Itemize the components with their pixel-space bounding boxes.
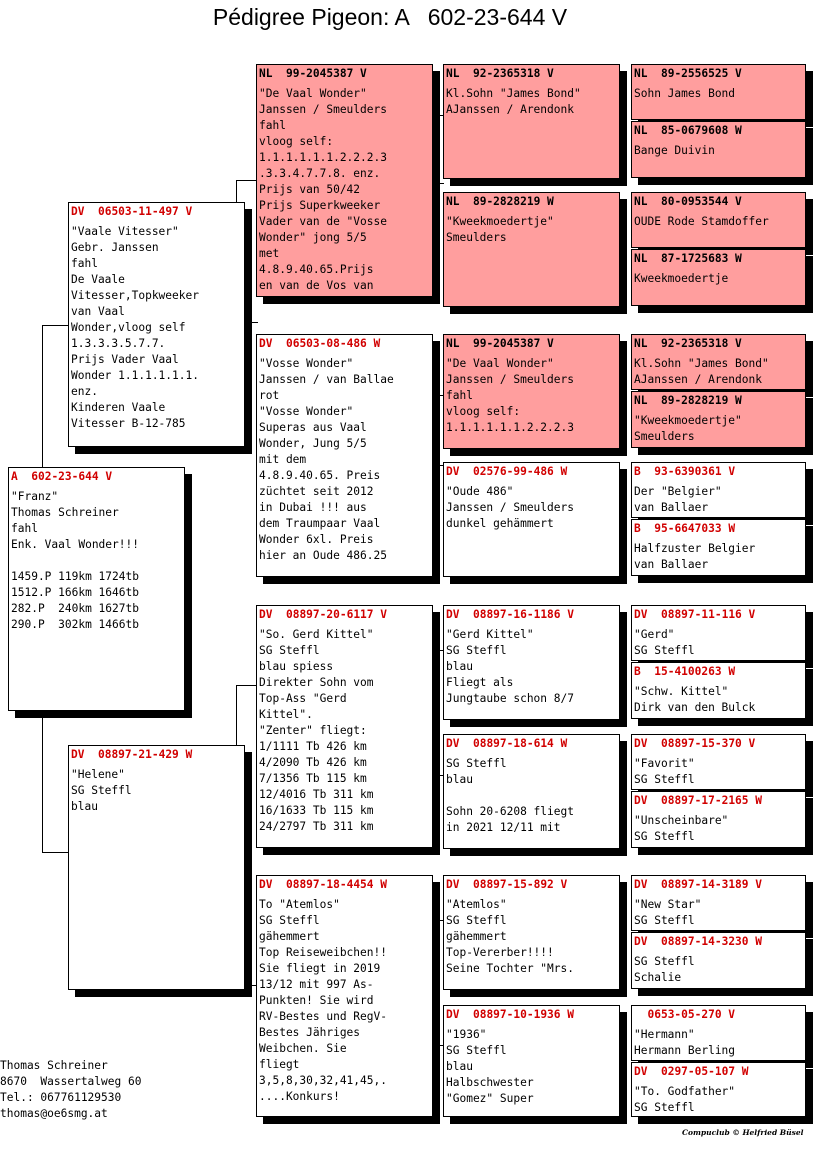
pigeon-info: "Vosse Wonder" Janssen / van Ballae rot "Vosse Wonder" Superas aus Vaal Wonder, Jung 5/5 mit dem 4.8.9.40.65. Preis züchtet seit 2012 in Dubai !!! aus dem Traumpaar Vaal Wonder 6xl. Preis hier an Oude 486.25 (259, 357, 394, 562)
ring-number: 92-2365318 V (660, 337, 742, 350)
owner-phone: Tel.: 067761129530 (0, 1091, 122, 1104)
pigeon-card-gen5[interactable] (631, 734, 806, 790)
ring-number: 06503-11-497 V (97, 205, 193, 218)
pigeon-info: "New Star" SG Steffl (634, 898, 702, 927)
ring-number: 89-2828219 W (660, 394, 742, 407)
connector-line (236, 685, 258, 686)
pigeon-card-great-grandparent[interactable] (443, 1005, 620, 1117)
pigeon-info: "Atemlos" SG Steffl gähemmert Top-Vererber!!!! Seine Tochter "Mrs. (446, 898, 574, 975)
connector-line (625, 900, 626, 955)
pigeon-card-great-grandparent[interactable] (443, 64, 620, 179)
ring-number: 08897-18-4454 W (285, 878, 388, 891)
ring-number: 06503-08-486 W (285, 337, 381, 350)
pigeon-card-gen5[interactable] (631, 791, 806, 848)
country-code: NL (634, 67, 648, 80)
ring-number: 0297-05-107 W (660, 1065, 749, 1078)
pigeon-info: "Hermann" Hermann Berling (634, 1028, 736, 1057)
country-code: A (11, 470, 18, 483)
pigeon-card-great-grandparent[interactable] (443, 875, 620, 990)
pigeon-card-great-grandparent[interactable] (443, 605, 620, 720)
pigeon-card-grandparent[interactable] (256, 334, 433, 577)
connector-line (42, 710, 43, 852)
pigeon-info: "Helene" SG Steffl blau (71, 768, 132, 813)
country-code: NL (634, 124, 648, 137)
pigeon-info: "Favorit" SG Steffl (634, 757, 695, 786)
owner-street: 8670 Wassertalweg 60 (0, 1075, 142, 1088)
ring-number: 08897-11-116 V (660, 608, 756, 621)
country-code: DV (634, 794, 648, 807)
connector-line (625, 210, 626, 265)
pigeon-info: "Franz" Thomas Schreiner fahl Enk. Vaal Wonder!!! 1459.P 119km 1724tb 1512.P 166km 1646tb 282.P 240km 1627tb 290.P 302km 1466tb (11, 490, 139, 631)
country-code: DV (634, 1065, 648, 1078)
connector-line (437, 115, 438, 183)
pigeon-info: "De Vaal Wonder" Janssen / Smeulders fahl vloog self: 1.1.1.1.1.1.2.2.2.3 (446, 357, 574, 434)
country-code: DV (71, 748, 85, 761)
ring-number: 89-2828219 W (472, 195, 554, 208)
ring-number: 08897-18-614 W (472, 737, 568, 750)
ring-number: 89-2556525 V (660, 67, 742, 80)
country-code: DV (634, 737, 648, 750)
pigeon-card-grandparent[interactable] (256, 875, 433, 1117)
pigeon-card-grandparent[interactable] (256, 605, 433, 848)
pigeon-card-great-grandparent[interactable] (443, 734, 620, 849)
country-code: DV (634, 935, 648, 948)
pigeon-card-gen5[interactable] (631, 1062, 806, 1117)
country-code: B (634, 665, 641, 678)
ring-number: 15-4100263 W (654, 665, 736, 678)
pigeon-card-gen5[interactable] (631, 249, 806, 306)
pigeon-info: "1936" SG Steffl blau Halbschwester "Gomez" Super (446, 1028, 534, 1105)
owner-name: Thomas Schreiner (0, 1059, 108, 1072)
pigeon-info: "Unscheinbare" SG Steffl (634, 814, 729, 843)
country-code: DV (446, 1008, 460, 1021)
country-code: DV (446, 737, 460, 750)
ring-number: 08897-21-429 W (97, 748, 193, 761)
connector-line (42, 325, 43, 470)
pigeon-card-gen5[interactable] (631, 519, 806, 576)
pigeon-info: Bange Duivin (634, 144, 715, 157)
country-code: DV (446, 608, 460, 621)
pigeon-card-gen5[interactable] (631, 932, 806, 989)
pigeon-info: "Kweekmoedertje" Smeulders (634, 414, 742, 443)
pigeon-info: "Kweekmoedertje" Smeulders (446, 215, 554, 244)
pigeon-card-great-grandparent[interactable] (443, 334, 620, 449)
pigeon-info: SG Steffl Schalie (634, 955, 695, 984)
connector-line (625, 90, 626, 140)
country-code: B (634, 465, 641, 478)
pigeon-card-gen5[interactable] (631, 875, 806, 931)
pigeon-info: Halfzuster Belgier van Ballaer (634, 542, 756, 571)
pigeon-info: Kl.Sohn "James Bond" AJanssen / Arendonk (446, 87, 581, 116)
ring-number: 08897-20-6117 V (285, 608, 388, 621)
pigeon-card-gen5[interactable] (631, 121, 806, 178)
ring-number: 85-0679608 W (660, 124, 742, 137)
country-code: DV (634, 608, 648, 621)
pigeon-card-great-grandparent[interactable] (443, 462, 620, 577)
pigeon-info: SG Steffl blau Sohn 20-6208 fliegt in 2021 12/11 mit (446, 757, 574, 834)
ring-number: 02576-99-486 W (472, 465, 568, 478)
pigeon-card-gen5[interactable] (631, 662, 806, 719)
country-code: DV (71, 205, 85, 218)
pigeon-card-grandparent[interactable] (256, 64, 433, 297)
pigeon-card-gen5[interactable] (631, 1005, 806, 1061)
pigeon-card-gen5[interactable] (631, 605, 806, 661)
ring-number: 0653-05-270 V (647, 1008, 736, 1021)
pigeon-card-gen5[interactable] (631, 192, 806, 248)
ring-number: 08897-17-2165 W (660, 794, 763, 807)
ring-number: 08897-14-3230 W (660, 935, 763, 948)
ring-number: 92-2365318 V (472, 67, 554, 80)
pigeon-info: OUDE Rode Stamdoffer (634, 215, 769, 228)
pigeon-info: Kweekmoedertje (634, 272, 729, 285)
connector-line (42, 852, 70, 853)
pigeon-card-father[interactable] (68, 202, 245, 447)
connector-line (625, 490, 626, 540)
connector-line (437, 183, 444, 184)
footer-credit: Compuclub © Helfried Büsel (682, 1128, 804, 1137)
ring-number: 80-0953544 V (660, 195, 742, 208)
country-code: NL (446, 337, 460, 350)
pigeon-info: "Gerd Kittel" SG Steffl blau Fliegt als Jungtaube schon 8/7 (446, 628, 574, 705)
country-code: NL (634, 394, 648, 407)
ring-number: 08897-15-892 V (472, 878, 568, 891)
pigeon-card-gen5[interactable] (631, 334, 806, 390)
connector-line (625, 1030, 626, 1085)
connector-line (625, 760, 626, 815)
country-code: NL (634, 252, 648, 265)
ring-number: 08897-10-1936 W (472, 1008, 575, 1021)
country-code: NL (259, 67, 273, 80)
pigeon-info: Sohn James Bond (634, 87, 736, 100)
ring-number: 08897-16-1186 V (472, 608, 575, 621)
pigeon-info: "Oude 486" Janssen / Smeulders dunkel gehämmert (446, 485, 574, 530)
country-code: DV (259, 878, 273, 891)
ring-number: 99-2045387 V (285, 67, 367, 80)
pigeon-info: "Schw. Kittel" Dirk van den Bulck (634, 685, 756, 714)
page-title: Pédigree Pigeon: A 602-23-644 V (212, 4, 568, 30)
ring-number: 602-23-644 V (31, 470, 113, 483)
pigeon-info: Der "Belgier" van Ballaer (634, 485, 722, 514)
country-code: DV (446, 465, 460, 478)
country-code: NL (446, 195, 460, 208)
pigeon-info: "De Vaal Wonder" Janssen / Smeulders fahl vloog self: 1.1.1.1.1.1.2.2.2.3 .3.3.4.7.7.8. enz. Prijs van 50/42 Prijs Superkweeker Vader van de "Vosse Wonder" jong 5/5 met 4.8.9.40.65.Prijs en van de Vos van (259, 87, 387, 292)
pigeon-info: "Gerd" SG Steffl (634, 628, 695, 657)
owner-email: thomas@oe6smg.at (0, 1107, 108, 1120)
ring-number: 95-6647033 W (654, 522, 736, 535)
country-code: NL (634, 195, 648, 208)
connector-line (437, 920, 438, 1045)
ring-number: 87-1725683 W (660, 252, 742, 265)
ring-number: 08897-15-370 V (660, 737, 756, 750)
pigeon-card-subject[interactable] (8, 467, 185, 711)
pigeon-card-gen5[interactable] (631, 391, 806, 448)
connector-line (625, 630, 626, 685)
country-code: DV (259, 608, 273, 621)
country-code: NL (634, 337, 648, 350)
country-code: NL (446, 67, 460, 80)
country-code: DV (259, 337, 273, 350)
pigeon-card-great-grandparent[interactable] (443, 192, 620, 307)
country-code: B (634, 522, 641, 535)
pigeon-card-gen5[interactable] (631, 462, 806, 518)
owner-address (0, 1058, 141, 1122)
country-code: DV (446, 878, 460, 891)
connector-line (236, 180, 258, 181)
country-code: DV (634, 878, 648, 891)
ring-number: 93-6390361 V (654, 465, 736, 478)
pigeon-info: "Vaale Vitesser" Gebr. Janssen fahl De Vaale Vitesser,Topkweeker van Vaal Wonder,vloog self 1.3.3.3.5.7.7. Prijs Vader Vaal Wonder 1.1.1.1.1.1. enz. Kinderen Vaale Vitesser B-12-785 (71, 225, 199, 430)
pigeon-info: "To. Godfather" SG Steffl (634, 1085, 736, 1114)
ring-number: 99-2045387 V (472, 337, 554, 350)
connector-line (437, 395, 438, 465)
pigeon-info: "So. Gerd Kittel" SG Steffl blau spiess Direkter Sohn vom Top-Ass "Gerd Kittel". "Zenter" fliegt: 1/1111 Tb 426 km 4/2090 Tb 426 km 7/1356 Tb 115 km 12/4016 Tb 311 km 16/1633 Tb 115 km 24/2797 Tb 311 km (259, 628, 374, 833)
ring-number: 08897-14-3189 V (660, 878, 763, 891)
pigeon-card-gen5[interactable] (631, 64, 806, 120)
connector-line (625, 370, 626, 418)
connector-line (42, 325, 70, 326)
pigeon-info: To "Atemlos" SG Steffl gähemmert Top Reiseweibchen!! Sie fliegt in 2019 13/12 mit 997 As- Punkten! Sie wird RV-Bestes und RegV- Bestes Jähriges Weibchen. Sie fliegt 3,5,8,30,32,41,45,. ....Konkurs! (259, 898, 387, 1103)
pigeon-card-mother[interactable] (68, 745, 245, 990)
connector-line (437, 650, 438, 775)
pigeon-info: Kl.Sohn "James Bond" AJanssen / Arendonk (634, 357, 769, 386)
